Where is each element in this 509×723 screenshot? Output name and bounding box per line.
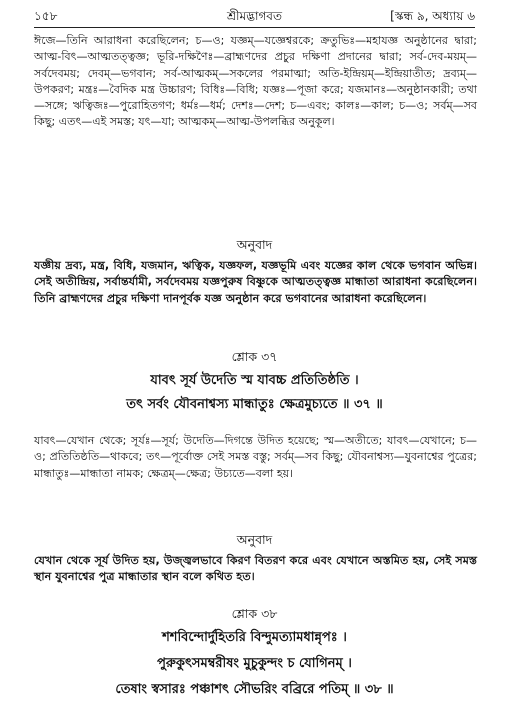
book-title: শ্রীমদ্ভাগবত (226, 9, 282, 23)
translation-heading: অনুবাদ (236, 237, 273, 252)
verse-38-line-2: পুরুকুৎসমম্বরীষং মুচুকুন্দং চ যোগিনম্ । (157, 656, 352, 671)
word-meanings-37: যাবৎ—যেখান থেকে; সূর্যঃ—সূর্য; উদেতি—দিগন্তে উদিত হয়েছে; স্ম—অতীতে; যাবৎ—যেখানে; চ—ও; প্রতিতিষ্ঠতি—থাকবে; তৎ—পূর্বোক্ত সেই সমস্ত বস্তু; সর্বম্—সব কিছু; যৌবনাশ্বস্য—যুবনাশ্বের পুত্রের; মান্ধাতুঃ—মান্ধাতা নামক; ক্ষেত্রম্—ক্ষেত্র; উচ্যতে—বলা হয়। (34, 434, 477, 480)
verse-38-label: শ্লোক ৩৮ (231, 606, 278, 621)
page-number: ১৫৮ (34, 9, 58, 23)
translation-heading: অনুবাদ (236, 532, 273, 547)
verse-37-line-1: যাবৎ সূর্য উদেতি স্ম যাবচ্চ প্রতিতিষ্ঠতি । (150, 373, 359, 388)
verse-38-line-1: শশবিন্দোর্দুহিতরি বিন্দুমত্যামধান্নৃপঃ । (162, 630, 347, 645)
translation-36: যজ্ঞীয় দ্রব্য, মন্ত্র, বিধি, যজমান, ঋত্বিক, যজ্ঞফল, যজ্ঞভূমি এবং যজ্ঞের কাল থেকে ভগবান অভিন্ন। সেই অতীন্দ্রিয়, সর্বান্তর্যামী, সর্বদেবময় যজ্ঞপুরুষ বিষ্ণুকে আত্মতত্ত্বজ্ঞ মান্ধাতা আরাধনা করেছিলেন। তিনি ব্রাহ্মণদের প্রচুর দক্ষিণা দানপূর্বক যজ্ঞ অনুষ্ঠান করে ভগবানের আরাধনা করেছিলেন। (34, 259, 477, 305)
canto-chapter-label: [স্কন্ধ ৯, অধ্যায় ৬ (390, 9, 475, 23)
translation-37: যেখান থেকে সূর্য উদিত হয়, উজ্জ্বলভাবে কিরণ বিতরণ করে এবং যেখানে অস্তমিত হয়, সেই সমস্ত স্থান যুবনাশ্বের পুত্র মান্ধাতার স্থান বলে কথিত হত। (34, 554, 477, 584)
verse-38-line-3: তেষাং স্বসারঃ পঞ্চাশৎ সৌভরিং বব্রিরে পতিম্ ॥ ৩৮ ॥ (115, 682, 394, 697)
verse-37-label: শ্লোক ৩৭ (231, 349, 278, 364)
verse-37-line-2: তৎ সর্বং যৌবনাশ্বস্য মান্ধাতুঃ ক্ষেত্রমুচ্যতে ॥ ৩৭ ॥ (126, 397, 383, 412)
word-meanings-36: ঈজে—তিনি আরাধনা করেছিলেন; চ—ও; যজ্ঞম্—যজ্ঞেশ্বরকে; ক্রতুভিঃ—মহাযজ্ঞ অনুষ্ঠানের দ্বারা; আত্ম-বিৎ—আত্মতত্ত্বজ্ঞ; ভূরি-দক্ষিণৈঃ—ব্রাহ্মণদের প্রচুর দক্ষিণা প্রদানের দ্বারা; সর্ব-দেব-ময়ম্—সর্বদেবময়; দেবম্—ভগবান; সর্ব-আত্মকম্—সকলের পরমাত্মা; অতি-ইন্দ্রিয়ম্—ইন্দ্রিয়াতীত; দ্রব্যম্—উপকরণ; মন্ত্রঃ—বৈদিক মন্ত্র উচ্চারণ; বিধিঃ—বিধি; যজ্ঞঃ—পূজা করে; যজমানঃ—অনুষ্ঠানকারী; তথা—সঙ্গে; ঋত্বিজঃ—পুরোহিতগণ; ধর্মঃ—ধর্ম; দেশঃ—দেশ; চ—এবং; কালঃ—কাল; চ—ও; সর্বম্—সব কিছু; এতৎ—এই সমস্ত; যৎ—যা; আত্মকম্—আত্ম-উপলব্ধির অনুকূল। (34, 34, 477, 129)
header-rule (34, 27, 475, 28)
